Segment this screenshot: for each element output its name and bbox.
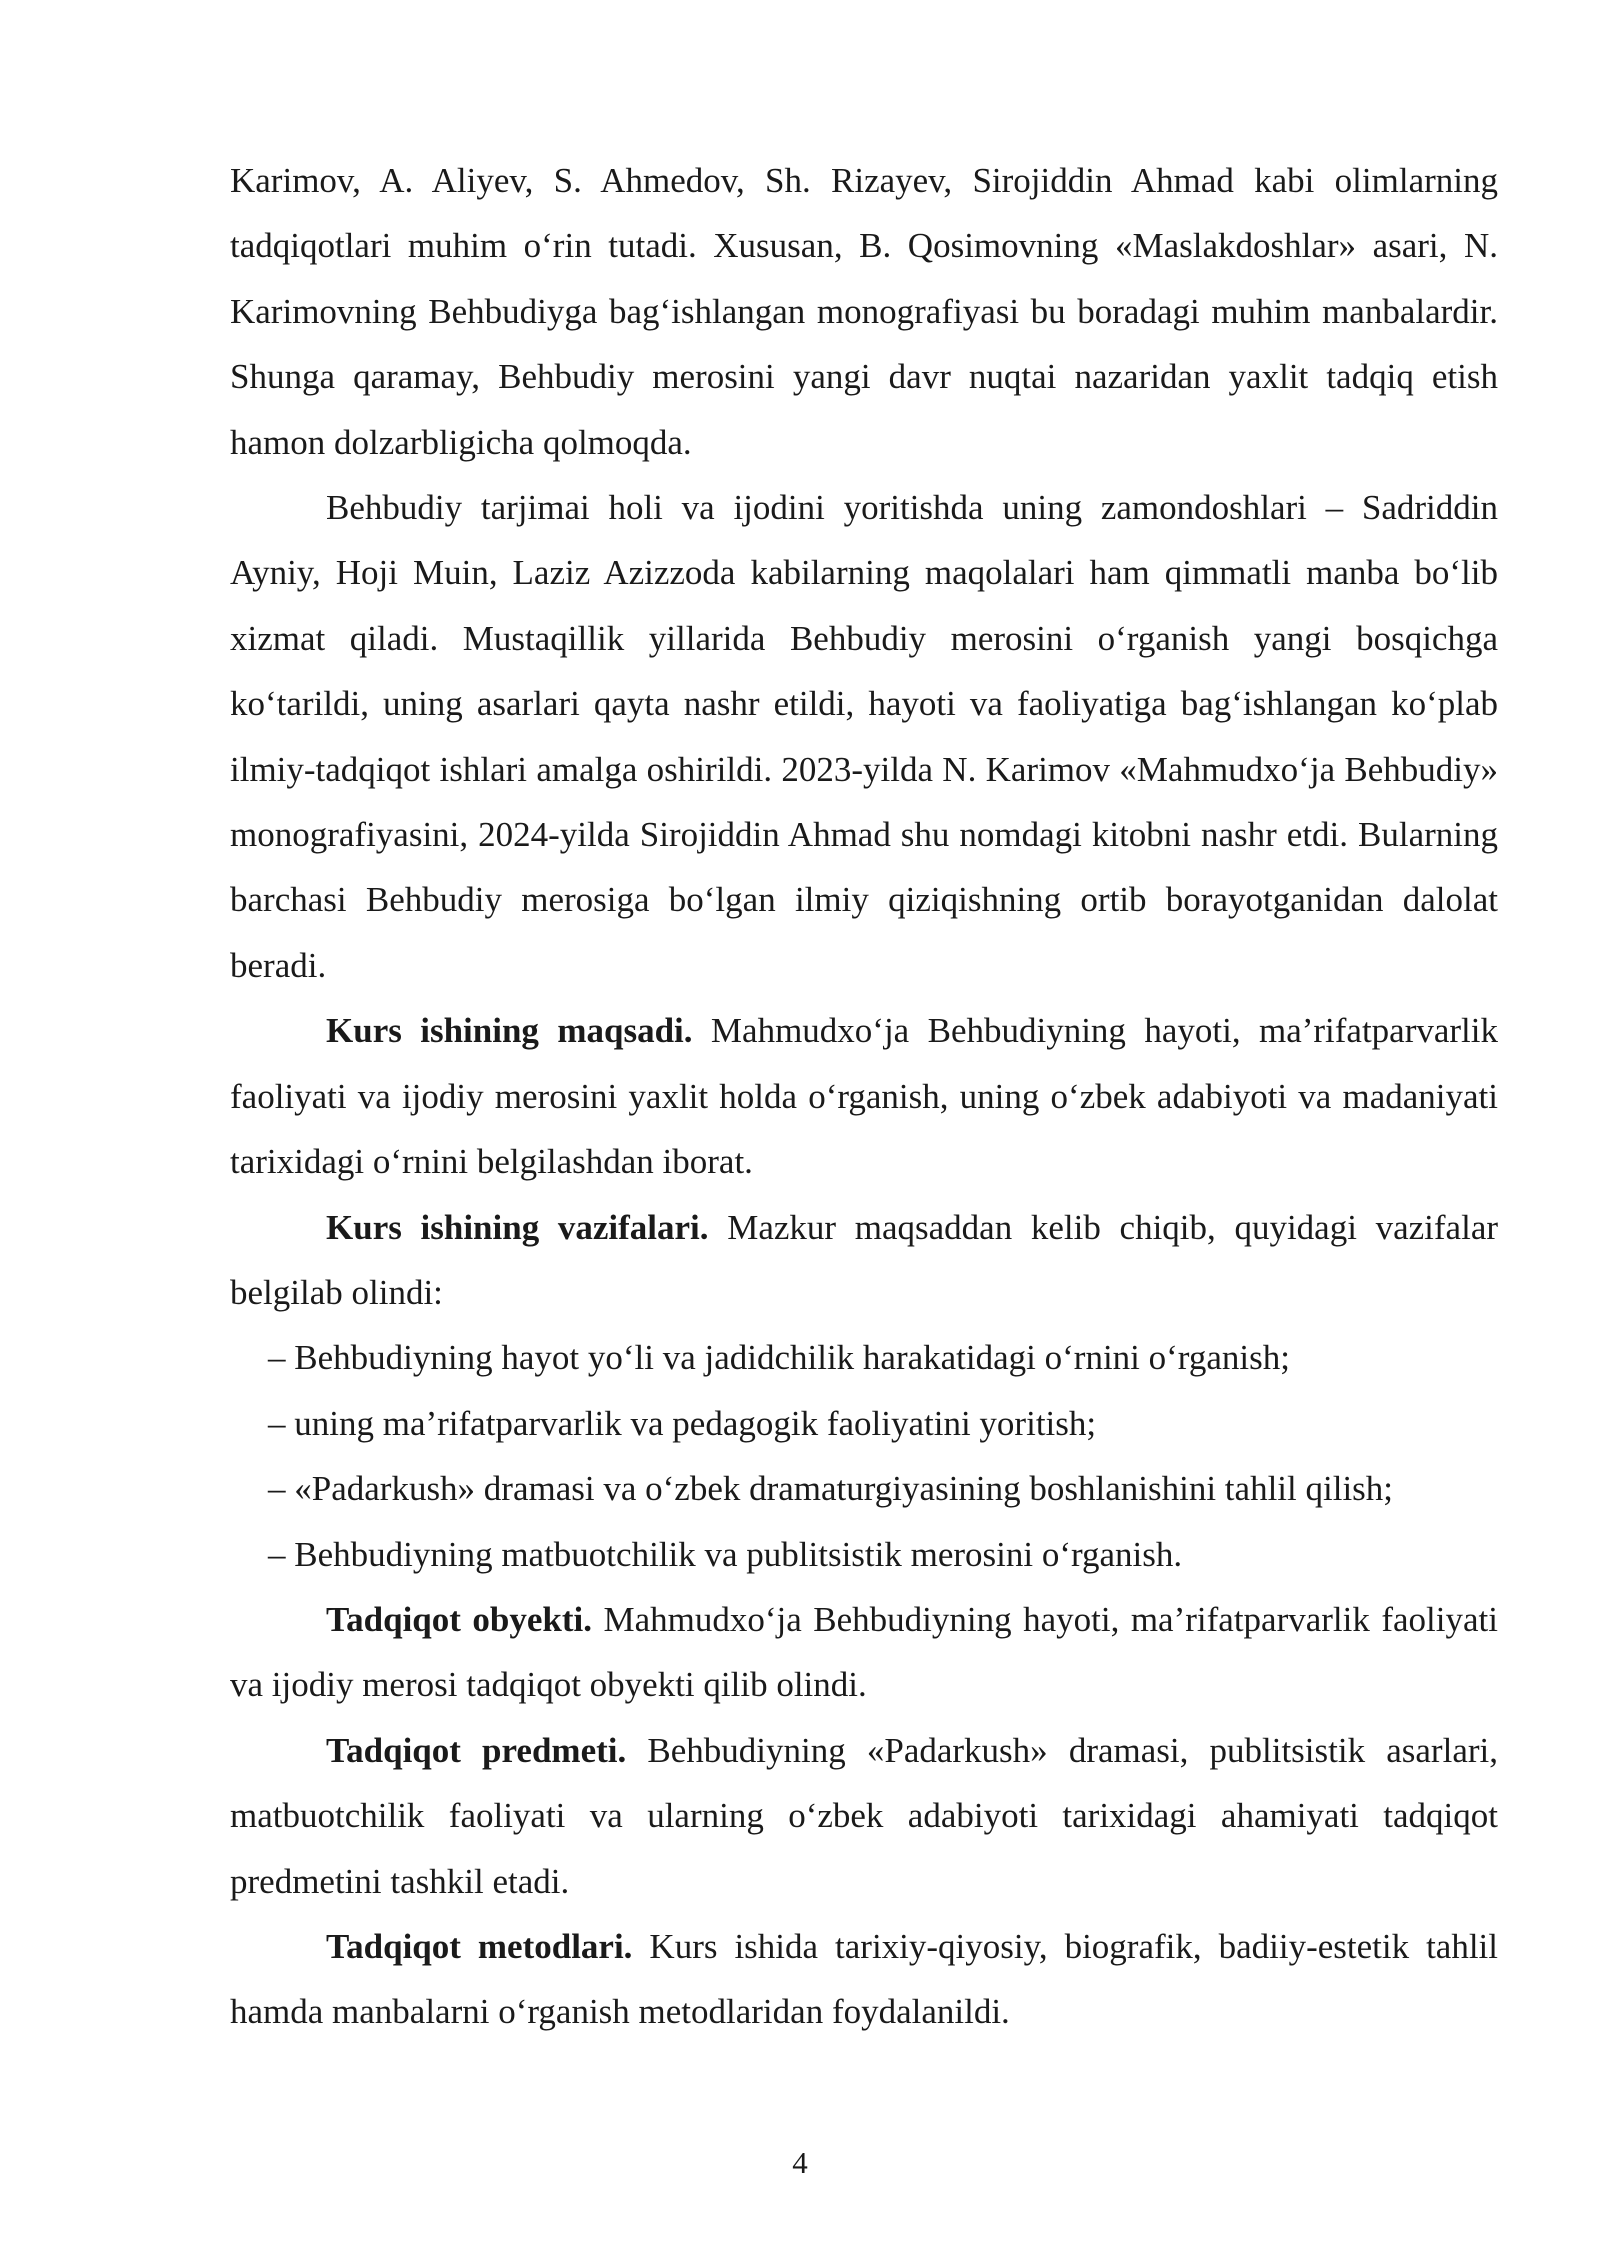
subject-text: Behbudiyning «Padarkush» dramasi, publitsistik asarlari, matbuotchilik faoliyati va ularning o‘zbek adabiyoti tarixidagi ahamiyati tadqiqot predmetini tashkil etadi. <box>230 1730 1498 1901</box>
list-item: – Behbudiyning matbuotchilik va publitsistik merosini o‘rganish. <box>268 1534 1183 1574</box>
list-item: – uning ma’rifatparvarlik va pedagogik faoliyatini yoritish; <box>268 1403 1097 1443</box>
object-text: Mahmudxo‘ja Behbudiyning hayoti, ma’rifatparvarlik faoliyati va ijodiy merosi tadqiqot obyekti qilib olindi. <box>230 1599 1498 1705</box>
object-heading: Tadqiqot obyekti. <box>326 1599 592 1639</box>
goal-text: Mahmudxo‘ja Behbudiyning hayoti, ma’rifatparvarlik faoliyati va ijodiy merosini yaxlit holda o‘rganish, uning o‘zbek adabiyoti va madaniyati tarixidagi o‘rnini belgilashdan iborat. <box>230 1011 1498 1182</box>
paragraph-research-methods <box>230 1914 1498 2045</box>
tasks-heading: Kurs ishining vazifalari. <box>326 1207 709 1247</box>
tasks-text: Mazkur maqsaddan kelib chiqib, quyidagi vazifalar belgilab olindi: <box>230 1207 1499 1312</box>
paragraph-literature-review: Karimov, A. Aliyev, S. Ahmedov, Sh. Rizayev, Sirojiddin Ahmad kabi olimlarning tadqiqotlari muhim o‘rin tutadi. Xususan, B. Qosimovning «Maslakdoshlar» asari, N. Karimovning Behbudiyga bag‘ishlangan monografiyasi bu boradagi muhim manbalardir. Shunga qaramay, Behbudiy merosini yangi davr nuqtai nazaridan yaxlit tadqiq etish hamon dolzarbligicha qolmoqda. <box>230 161 1498 462</box>
page-number: 4 <box>792 2145 808 2180</box>
paragraph-tasks <box>230 1195 1498 1326</box>
list-item: – «Padarkush» dramasi va o‘zbek dramaturgiyasining boshlanishini tahlil qilish; <box>268 1469 1394 1509</box>
list-item: – Behbudiyning hayot yo‘li va jadidchilik harakatidagi o‘rnini o‘rganish; <box>268 1338 1290 1378</box>
paragraph-goal <box>230 998 1498 1194</box>
tasks-list <box>230 1325 1498 1587</box>
methods-text: Kurs ishida tarixiy-qiyosiy, biografik, badiiy-estetik tahlil hamda manbalarni o‘rganish metodlaridan foydalanildi. <box>230 1926 1498 2032</box>
goal-heading: Kurs ishining maqsadi. <box>326 1011 693 1051</box>
paragraph-research-object <box>230 1587 1498 1718</box>
page-body <box>230 148 1498 2045</box>
subject-heading: Tadqiqot predmeti. <box>326 1730 627 1770</box>
paragraph-research-subject <box>230 1718 1498 1914</box>
methods-heading: Tadqiqot metodlari. <box>326 1926 633 1966</box>
paragraph-contemporaries: Behbudiy tarjimai holi va ijodini yoritishda uning zamondoshlari – Sadriddin Ayniy, Hoji Muin, Laziz Azizzoda kabilarning maqolalari ham qimmatli manba bo‘lib xizmat qiladi. Mustaqillik yillarida Behbudiy merosini o‘rganish yangi bosqichga ko‘tarildi, uning asarlari qayta nashr etildi, hayoti va faoliyatiga bag‘ishlangan ko‘plab ilmiy-tadqiqot ishlari amalga oshirildi. 2023-yilda N. Karimov «Mahmudxo‘ja Behbudiy» monografiyasini, 2024-yilda Sirojiddin Ahmad shu nomdagi kitobni nashr etdi. Bularning barchasi Behbudiy merosiga bo‘lgan ilmiy qiziqishning ortib borayotganidan dalolat beradi. <box>230 488 1498 985</box>
